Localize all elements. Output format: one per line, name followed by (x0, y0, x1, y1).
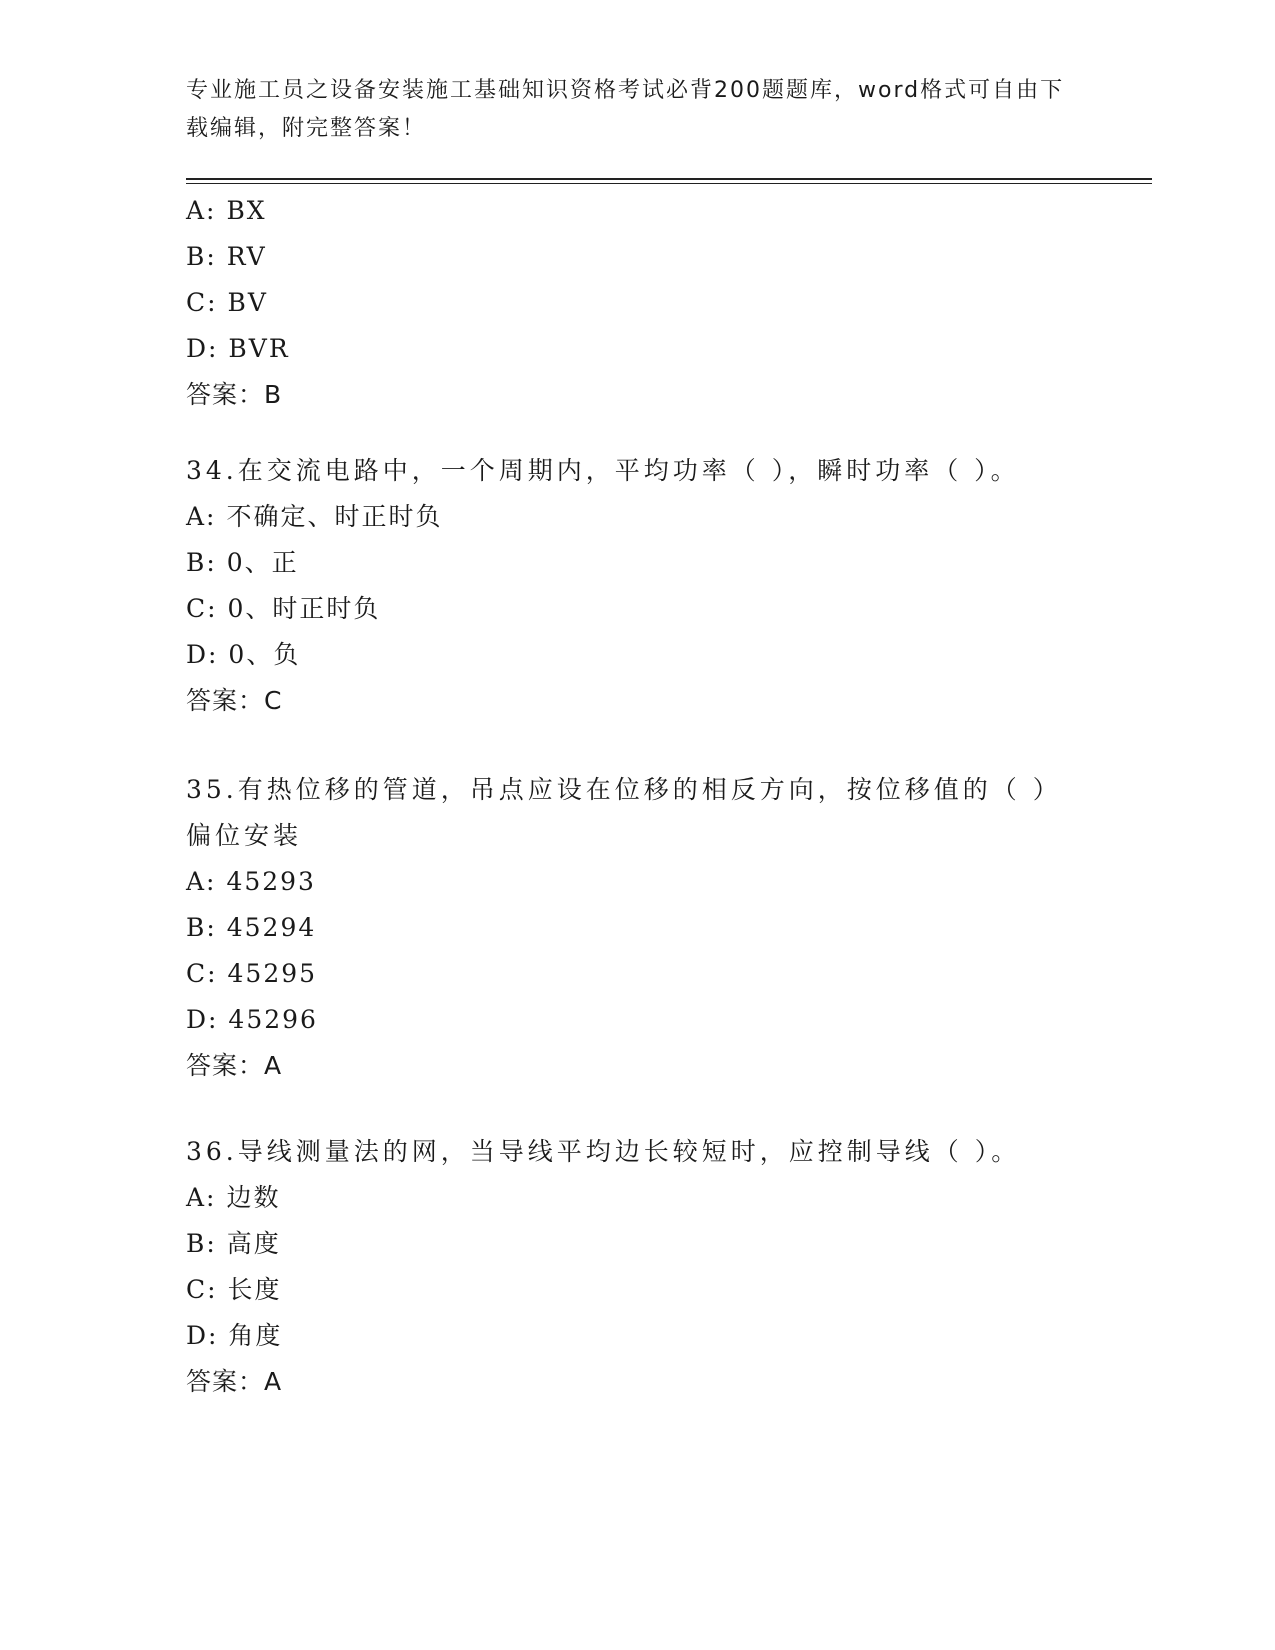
question-text: 34.在交流电路中，一个周期内，平均功率（ ），瞬时功率（ ）。 (186, 456, 1020, 485)
option-b: B: 45294 (186, 913, 317, 942)
question-text: 36.导线测量法的网，当导线平均边长较短时，应控制导线（ ）。 (186, 1137, 1021, 1166)
question-block-35 (186, 767, 1066, 1089)
answer-line: 答案：B (186, 380, 283, 409)
option-d: D: BVR (186, 334, 290, 363)
option-b: B: 高度 (186, 1229, 281, 1258)
option-d: D: 0、负 (186, 640, 301, 669)
answer-line: 答案：C (186, 686, 283, 715)
question-block-34 (186, 448, 1066, 724)
option-d: D: 45296 (186, 1005, 318, 1034)
option-a: A: 不确定、时正时负 (186, 502, 443, 531)
answer-line: 答案：A (186, 1367, 283, 1396)
option-b: B: 0、正 (186, 548, 299, 577)
answer-line: 答案：A (186, 1051, 283, 1080)
header-divider (186, 178, 1152, 180)
option-c: C: 0、时正时负 (186, 594, 381, 623)
option-c: C: 45295 (186, 959, 318, 988)
option-a: A: 边数 (186, 1183, 281, 1212)
header-divider-thin (186, 183, 1152, 184)
document-header (186, 72, 1066, 148)
question-block-36 (186, 1129, 1066, 1405)
question-block-33 (186, 188, 1066, 418)
option-d: D: 角度 (186, 1321, 283, 1350)
question-text: 35.有热位移的管道，吊点应设在位移的相反方向，按位移值的（ ）偏位安装 (186, 775, 1062, 850)
option-a: A: 45293 (186, 867, 316, 896)
option-c: C: BV (186, 288, 268, 317)
option-c: C: 长度 (186, 1275, 282, 1304)
option-a: A: BX (186, 196, 267, 225)
option-b: B: RV (186, 242, 267, 271)
header-title: 专业施工员之设备安装施工基础知识资格考试必背200题题库，word格式可自由下载编辑，附完整答案！ (186, 78, 1065, 141)
